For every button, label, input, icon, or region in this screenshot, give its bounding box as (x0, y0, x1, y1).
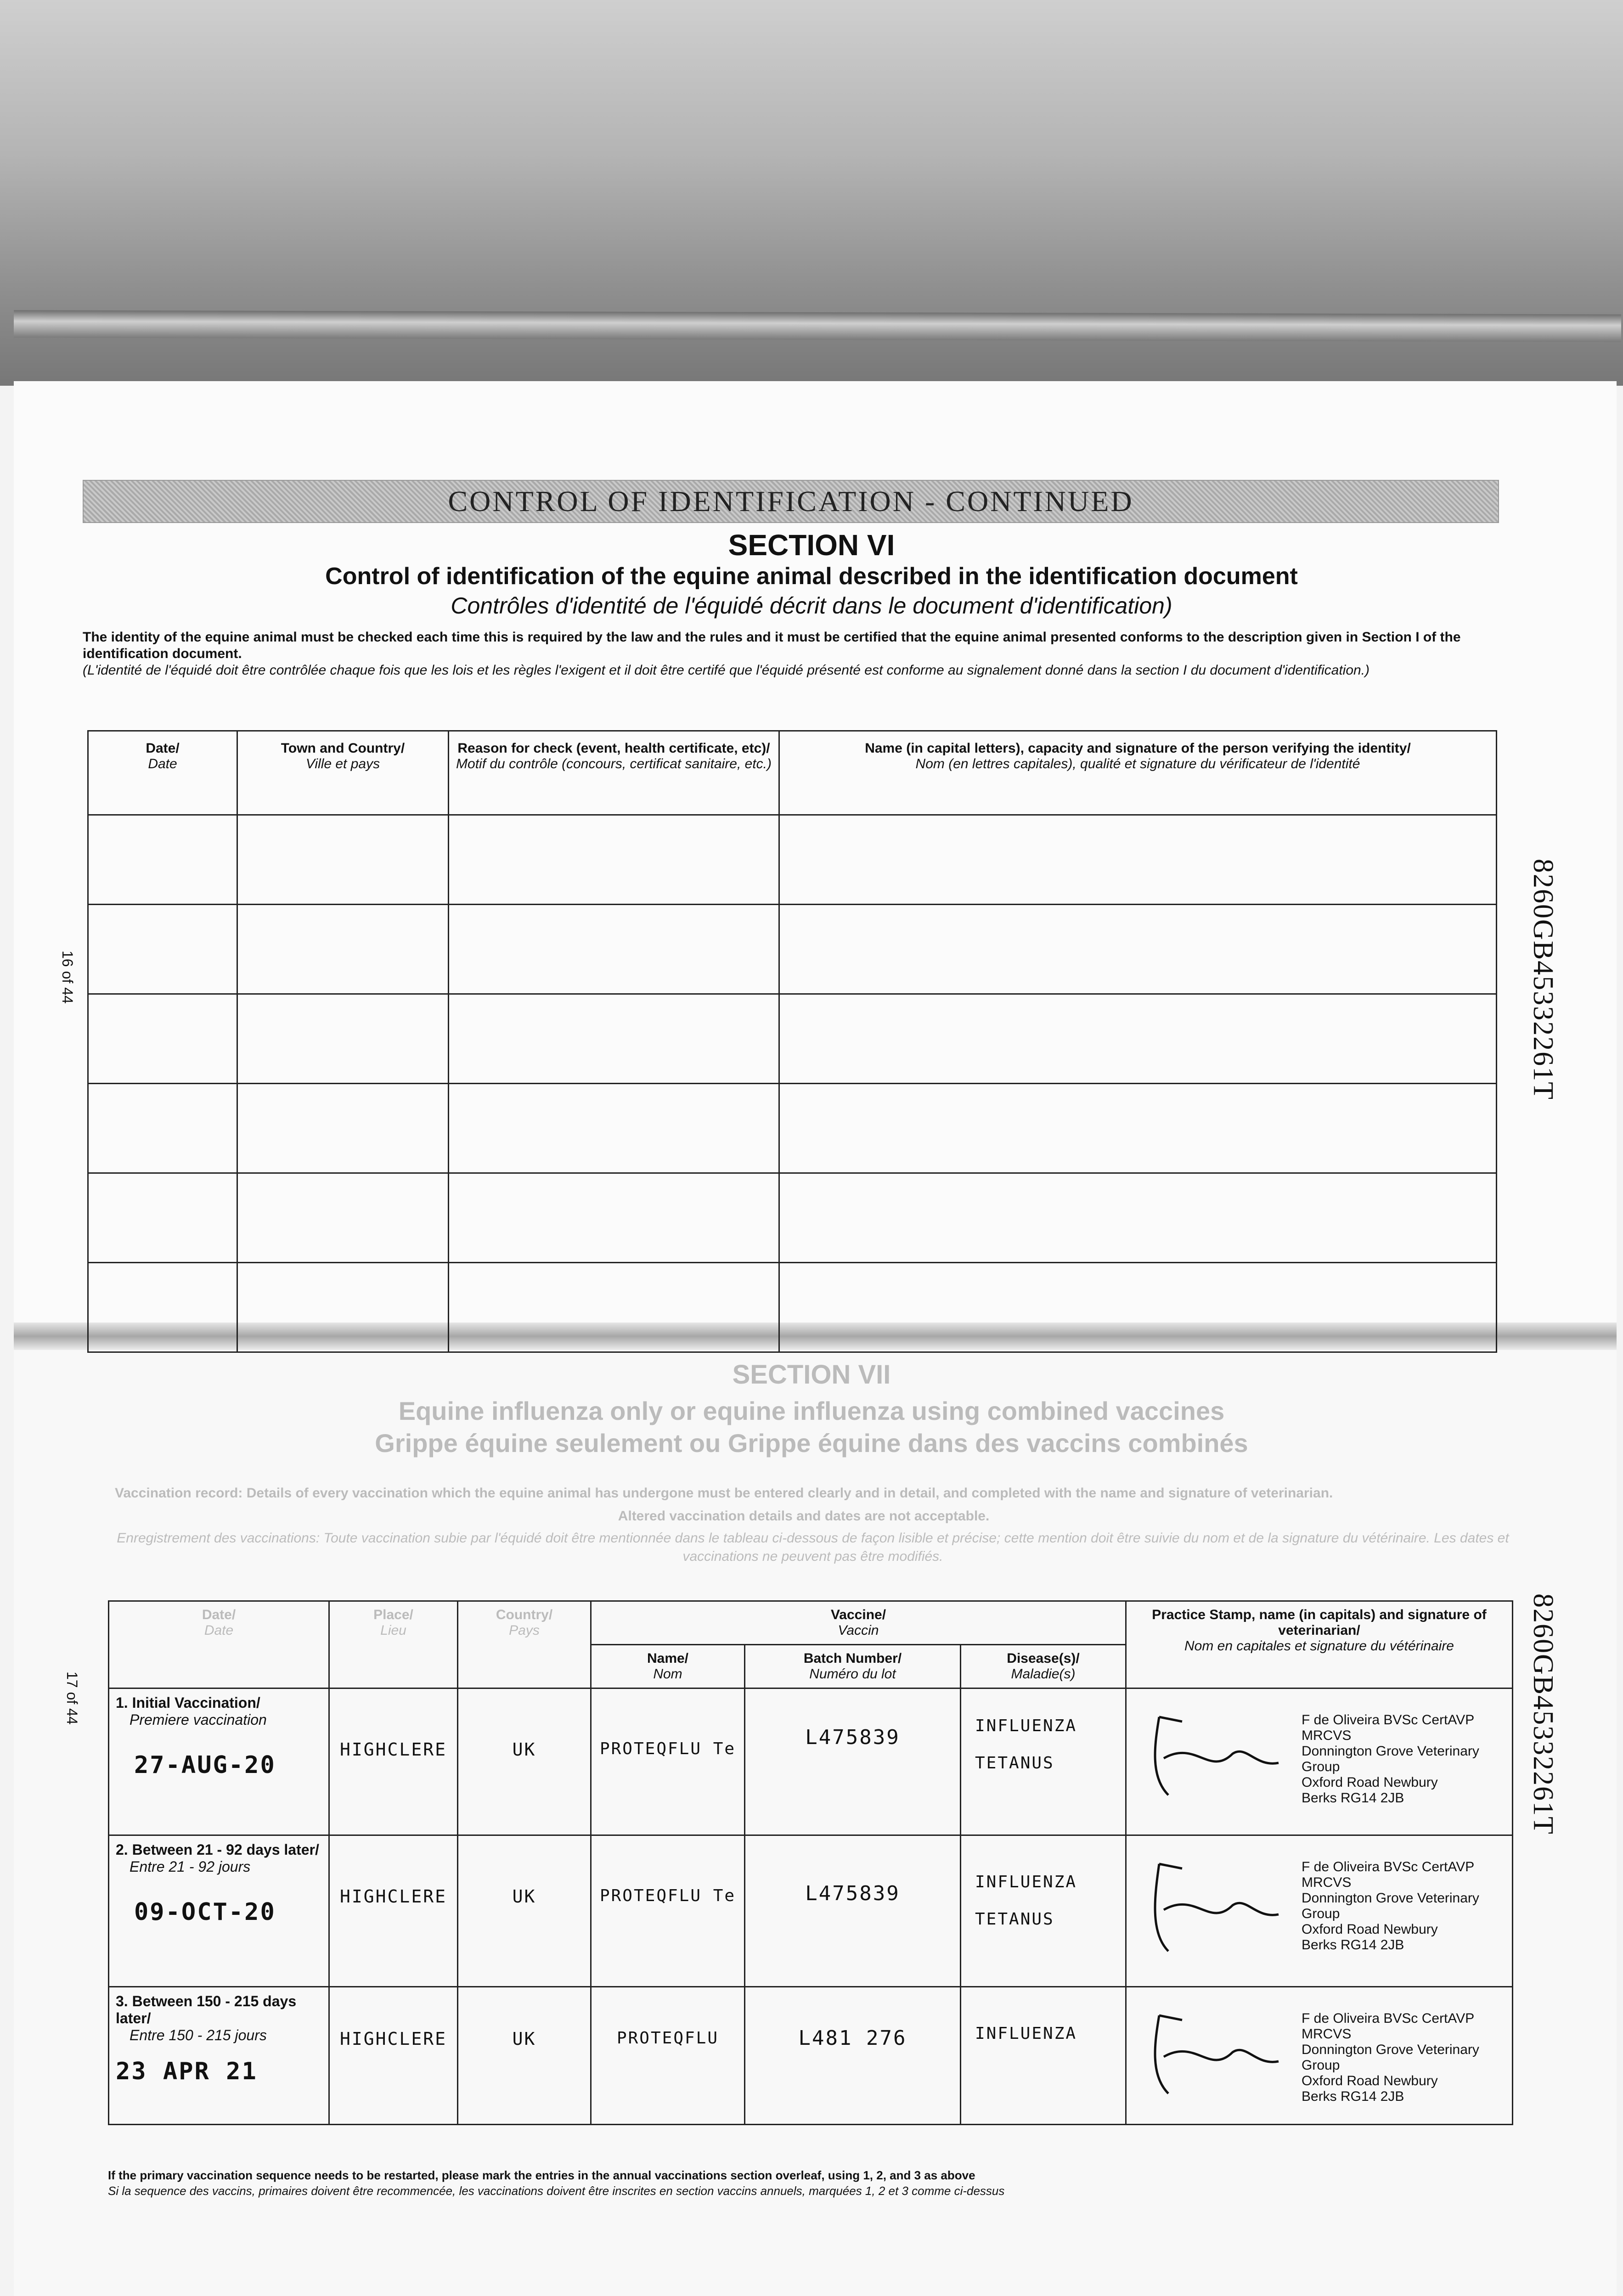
col-reason: Reason for check (event, health certificate, etc)/ Motif du contrôle (concours, certificat sanitaire, etc.) (449, 731, 779, 815)
col-town: Town and Country/ Ville et pays (237, 731, 449, 815)
stamp-cell: F de Oliveira BVSc CertAVP MRCVS Donnington Grove Veterinary Group Oxford Road Newbury Berks RG14 2JB (1126, 1835, 1513, 1987)
section7-subtitle-en: Equine influenza only or equine influenza using combined vaccines (398, 1396, 1225, 1425)
col-verifier: Name (in capital letters), capacity and signature of the person verifying the identity/ Nom (en lettres capitales), qualité et signature du vérificateur de l'identité (779, 731, 1497, 815)
page-number-17: 17 of 44 (64, 1671, 80, 1725)
table-row (88, 815, 1497, 905)
intro-fr: (L'identité de l'équidé doit être contrôlée chaque fois que les lois et les règles l'exigent et il doit être certifé que l'équidé présenté est conforme au signalement donné dans la section I du document d'identification.) (83, 663, 1370, 678)
col-country: Country/ Pays (458, 1601, 591, 1688)
vaccination-table (108, 1600, 1513, 2125)
table-row (88, 905, 1497, 994)
col-batch: Batch Number/ Numéro du lot (745, 1645, 961, 1688)
col-vaccine-name: Name/ Nom (591, 1645, 745, 1688)
col-vaccine: Vaccine/ Vaccin (591, 1601, 1126, 1645)
table-row (88, 1084, 1497, 1173)
section-title: SECTION VI (728, 529, 895, 562)
section7-title: SECTION VII (732, 1360, 891, 1390)
signature-icon (1141, 1855, 1297, 1956)
signature-icon (1141, 1708, 1297, 1800)
col-disease: Disease(s)/ Maladie(s) (961, 1645, 1126, 1688)
table-row (88, 1173, 1497, 1263)
section7-record-en2: Altered vaccination details and dates are not acceptable. (618, 1508, 990, 1524)
intro-en: The identity of the equine animal must be checked each time this is required by the law and the rules and it must be certified that the equine animal presented conforms to the description given in Section I of the identification document. (83, 630, 1461, 661)
passport-number-bottom: 8260GB45332261T (1527, 1593, 1559, 1835)
stamp-cell: F de Oliveira BVSc CertAVP MRCVS Donnington Grove Veterinary Group Oxford Road Newbury Berks RG14 2JB (1126, 1688, 1513, 1835)
footnote: If the primary vaccination sequence needs to be restarted, please mark the entries in the annual vaccinations section overleaf, using 1, 2, and 3 as above Si la sequence des vaccins, primaires doivent être recommencée, les vaccinations doivent être inscrites en section vaccins annuels, marquées 1, 2 et 3 comme ci-dessus (108, 2168, 1005, 2198)
stamp-cell: F de Oliveira BVSc CertAVP MRCVS Donnington Grove Veterinary Group Oxford Road Newbury Berks RG14 2JB (1126, 1987, 1513, 2125)
passport-number-top: 8260GB45332261T (1527, 859, 1559, 1100)
table-header-row (109, 1601, 1513, 1645)
col-stamp: Practice Stamp, name (in capitals) and signature of veterinarian/ Nom en capitales et signature du vétérinaire (1126, 1601, 1513, 1688)
identification-check-table (87, 730, 1497, 1353)
table-row: 2. Between 21 - 92 days later/ Entre 21 - 92 jours 09-OCT-20 HIGHCLERE UK PROTEQFLU Te L475839 INFLUENZA TETANUS F de Oliveira BVSc CertAVP MRCVS Donnington Grove Veterinary Group Oxford Road Newbury Berks RG14 2JB (109, 1835, 1513, 1987)
table-header-row (88, 731, 1497, 815)
table-row: 1. Initial Vaccination/ Premiere vaccination 27-AUG-20 HIGHCLERE UK PROTEQFLU Te L475839 INFLUENZA TETANUS F de Oliveira BVSc CertAVP MRCVS Donnington Grove Veterinary Group Oxford Road Newbury Berks RG14 2JB (109, 1688, 1513, 1835)
signature-icon (1141, 2006, 1297, 2098)
paper-crease (14, 310, 1621, 342)
section7-record-fr: Enregistrement des vaccinations: Toute vaccination subie par l'équidé doit être mentionnée dans le tableau ci-dessous de façon lisible et précise; cette mention doit être suivie du nom et de la signature du vétérinaire. Les dates et vaccinations ne peuvent pas être modifiés. (117, 1531, 1509, 1564)
col-place: Place/ Lieu (329, 1601, 458, 1688)
page-number-16: 16 of 44 (59, 951, 76, 1004)
section7-record-en: Vaccination record: Details of every vaccination which the equine animal has undergone must be entered clearly and in detail, and completed with the name and signature of veterinarian. (115, 1486, 1333, 1501)
section7-subtitle-fr: Grippe équine seulement ou Grippe équine dans des vaccins combinés (375, 1429, 1248, 1458)
section-heading-en: Control of identification of the equine animal described in the identification document (325, 563, 1298, 590)
table-row (88, 1263, 1497, 1352)
control-banner: CONTROL OF IDENTIFICATION - CONTINUED (83, 480, 1499, 523)
col-date: Date/ Date (109, 1601, 329, 1688)
intro-text (83, 629, 1497, 679)
table-row (88, 994, 1497, 1084)
table-row: 3. Between 150 - 215 days later/ Entre 150 - 215 jours 23 APR 21 HIGHCLERE UK PROTEQFLU L481 276 INFLUENZA F de Oliveira BVSc CertAVP MRCVS Donnington Grove Veterinary Group Oxford Road Newbury Berks RG14 2JB (109, 1987, 1513, 2125)
col-date: Date/ Date (88, 731, 237, 815)
section-heading-fr: Contrôles d'identité de l'équidé décrit dans le document d'identification) (451, 593, 1172, 619)
